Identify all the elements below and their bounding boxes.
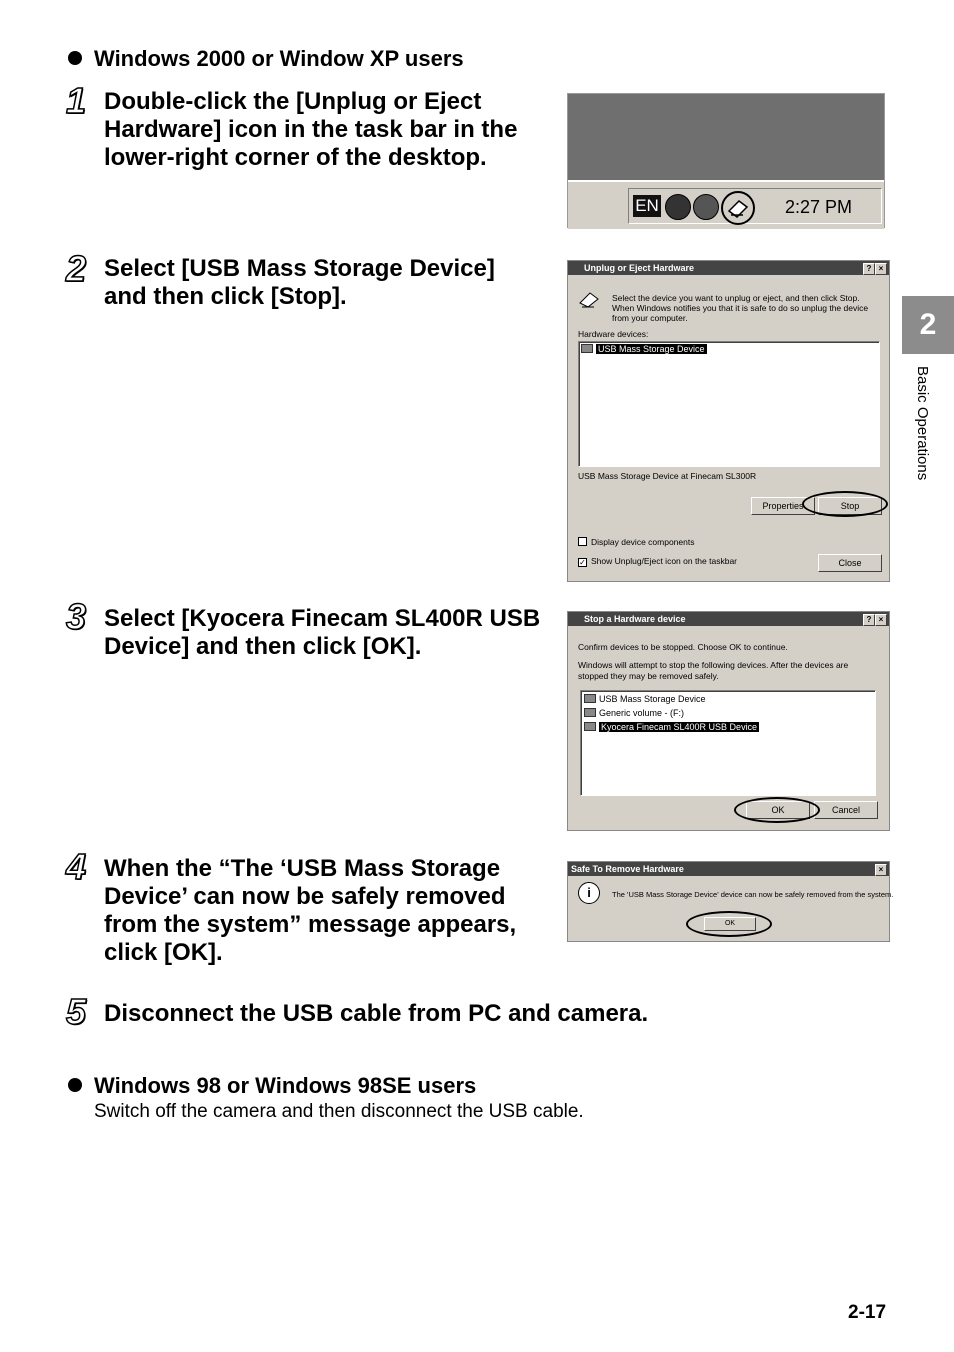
show-icon-checkbox[interactable]: ✓ Show Unplug/Eject icon on the taskbar [579,556,738,567]
page-number: 2-17 [848,1302,887,1323]
stop-explanation-text: Windows will attempt to stop the following devices. After the devices are stopped they may be removed safely. [578,660,849,681]
step-number-1: 1 [66,80,87,121]
step-text-1: Double-click the [Unplug or Eject Hardware] icon in the task bar in the lower-right corner of the desktop. [104,88,518,171]
highlight-ellipse [802,491,888,517]
stop-hardware-dialog [567,611,890,831]
taskbar-screenshot [567,93,885,228]
step-number-5: 5 [66,991,87,1032]
device-status-text: USB Mass Storage Device at Finecam SL300R [578,471,757,481]
step-text-2: Select [USB Mass Storage Device] and then click [Stop]. [104,255,495,310]
close-button[interactable]: Close [818,554,882,572]
stop-button[interactable]: Stop [818,497,882,515]
close-icon[interactable]: × [875,263,887,275]
unplug-eject-icon[interactable] [721,191,755,225]
checkbox-checked-icon[interactable]: ✓ [579,558,586,567]
help-button[interactable]: ? [863,614,875,626]
list-item[interactable]: Kyocera Finecam SL400R USB Device [584,722,759,732]
hardware-devices-list[interactable] [578,341,880,467]
properties-button[interactable]: Properties [751,497,815,515]
unplug-dialog-titlebar [568,261,889,275]
display-components-checkbox[interactable]: Display device components [578,537,694,547]
help-button[interactable]: ? [863,263,875,275]
step-text-3: Select [Kyocera Finecam SL400R USB Device] and then click [OK]. [104,605,541,660]
safe-dialog-titlebar [568,862,889,876]
chapter-tab: 2 [902,296,954,354]
safe-dialog-title: Safe To Remove Hardware [571,864,684,874]
checkbox-unchecked-icon[interactable] [578,537,587,546]
drive-icon [584,722,596,731]
stop-dialog-title: Stop a Hardware device [584,614,686,624]
list-item[interactable]: Generic volume - (F:) [584,708,684,718]
bullet-icon [68,51,82,65]
unplug-instructions: Select the device you want to unplug or eject, and then click Stop. When Windows notifies you that it is safe to do so unplug the device from your computer. [612,293,869,323]
close-icon[interactable]: × [875,864,887,876]
safe-remove-dialog [567,861,894,942]
clock[interactable]: 2:27 PM [785,197,853,217]
desktop-area [568,94,884,180]
unplug-dialog-title: Unplug or Eject Hardware [584,263,695,273]
step-number-4: 4 [66,846,87,887]
highlight-ellipse [734,797,820,823]
usb-device-icon [584,694,596,703]
taskbar [568,180,884,229]
hardware-devices-label: Hardware devices: [578,329,649,339]
chapter-label-container [914,366,934,516]
list-item[interactable]: USB Mass Storage Device [584,694,706,704]
cancel-button[interactable]: Cancel [814,801,878,819]
section-heading-win2000: Windows 2000 or Window XP users [68,46,464,72]
list-item[interactable]: USB Mass Storage Device [581,344,707,354]
info-icon: i [578,882,600,904]
stop-dialog-titlebar [568,612,889,626]
step-number-3: 3 [66,596,87,637]
safe-remove-message: The 'USB Mass Storage Device' device can now be safely removed from the system. [612,890,894,899]
step-number-2: 2 [66,248,87,289]
step-text-5: Disconnect the USB cable from PC and camera. [104,1000,649,1027]
unplug-eject-dialog [567,260,890,582]
stop-confirm-text: Confirm devices to be stopped. Choose OK to continue. [578,642,788,652]
network-icon[interactable] [665,194,691,220]
system-tray [628,188,882,224]
close-icon[interactable]: × [875,614,887,626]
drive-icon [584,708,596,717]
devices-to-stop-list[interactable] [580,690,876,796]
win98-instructions: Switch off the camera and then disconnect the USB cable. [94,1101,584,1122]
hardware-icon [578,289,600,309]
language-indicator[interactable]: EN [633,195,661,217]
usb-device-icon [581,344,593,353]
ok-button[interactable]: OK [746,801,810,819]
ok-button[interactable]: OK [704,917,756,931]
chapter-label: Basic Operations [914,366,931,481]
step-text-4: When the “The ‘USB Mass Storage Device’ can now be safely removed from the system” message appears, click [OK]. [104,855,517,966]
highlight-ellipse [686,911,772,937]
volume-icon[interactable] [693,194,719,220]
section-heading-win98: Windows 98 or Windows 98SE users [68,1073,476,1099]
bullet-icon [68,1078,82,1092]
